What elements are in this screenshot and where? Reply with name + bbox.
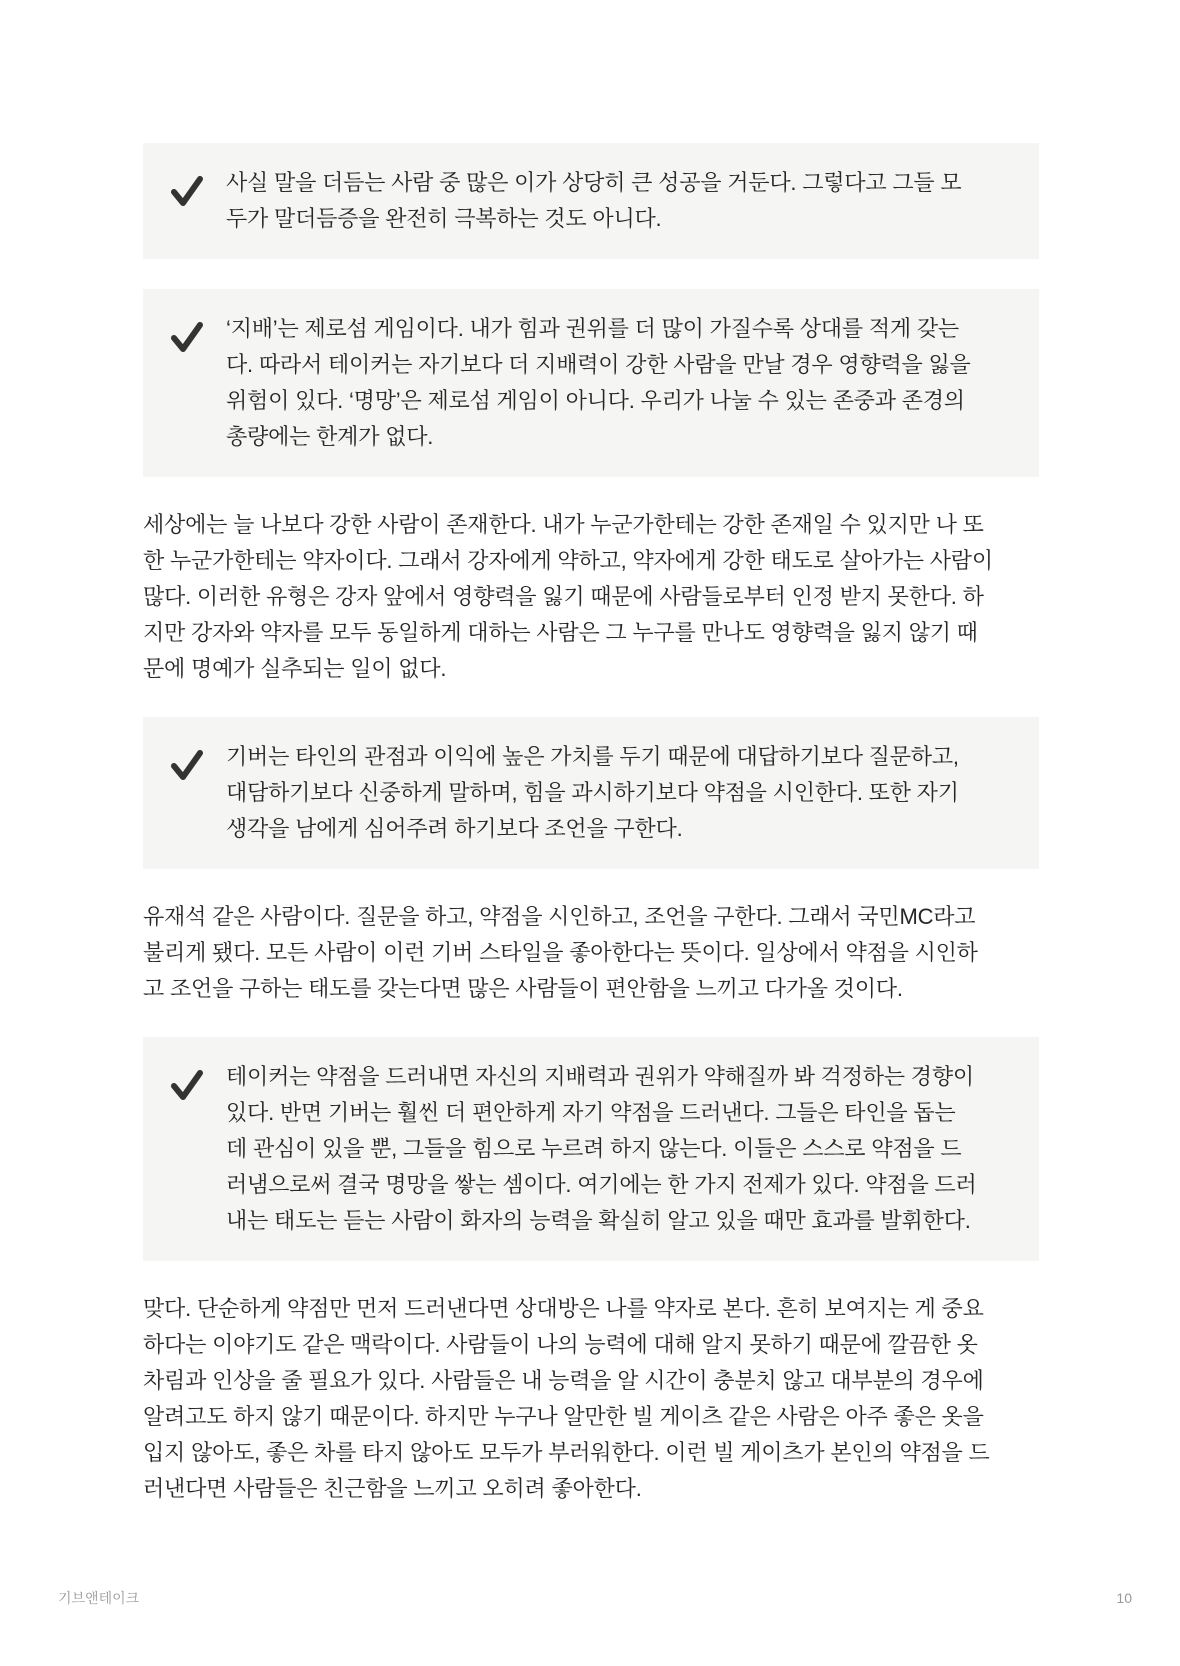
text-line: 위험이 있다. ‘명망’은 제로섬 게임이 아니다. 우리가 나눌 수 있는 존중과 존경의 [226,388,965,413]
callout-text [226,311,1015,455]
page-number: 10 [1116,1590,1132,1606]
text-line: 불리게 됐다. 모든 사람이 이런 기버 스타일을 좋아한다는 뜻이다. 일상에서 약점을 시인하 [143,940,978,965]
text-line: 사실 말을 더듬는 사람 중 많은 이가 상당히 큰 성공을 거둔다. 그렇다고 그들 모 [226,170,962,195]
text-line: ‘지배’는 제로섬 게임이다. 내가 힘과 권위를 더 많이 가질수록 상대를 적게 갖는 [226,316,959,341]
callout-text [226,1059,1015,1239]
text-line: 생각을 남에게 심어주려 하기보다 조언을 구한다. [226,816,683,841]
text-line: 고 조언을 구하는 태도를 갖는다면 많은 사람들이 편안함을 느끼고 다가올 것이다. [143,976,903,1001]
checkmark-icon [169,173,205,209]
text-line: 있다. 반면 기버는 훨씬 더 편안하게 자기 약점을 드러낸다. 그들은 타인을 돕는 [226,1100,956,1125]
body-paragraph [143,507,1039,687]
callout-box [143,289,1039,477]
text-line: 한 누군가한테는 약자이다. 그래서 강자에게 약하고, 약자에게 강한 태도로 살아가는 사람이 [143,548,993,573]
text-line: 기버는 타인의 관점과 이익에 높은 가치를 두기 때문에 대답하기보다 질문하고, [226,744,959,769]
text-line: 차림과 인상을 줄 필요가 있다. 사람들은 내 능력을 알 시간이 충분치 않고 대부분의 경우에 [143,1368,984,1393]
callout-box [143,143,1039,259]
text-line: 맞다. 단순하게 약점만 먼저 드러낸다면 상대방은 나를 약자로 본다. 흔히 보여지는 게 중요 [143,1296,984,1321]
text-line: 데 관심이 있을 뿐, 그들을 힘으로 누르려 하지 않는다. 이들은 스스로 약점을 드 [226,1136,962,1161]
text-line: 러낸다면 사람들은 친근함을 느끼고 오히려 좋아한다. [143,1476,642,1501]
text-line: 입지 않아도, 좋은 차를 타지 않아도 모두가 부러워한다. 이런 빌 게이츠가 본인의 약점을 드 [143,1440,990,1465]
footer-book-title: 기브앤테이크 [58,1590,140,1606]
callout-text [226,739,1015,847]
text-line: 러냄으로써 결국 명망을 쌓는 셈이다. 여기에는 한 가지 전제가 있다. 약점을 드러 [226,1172,977,1197]
text-line: 대담하기보다 신중하게 말하며, 힘을 과시하기보다 약점을 시인한다. 또한 자기 [226,780,959,805]
text-line: 하다는 이야기도 같은 맥락이다. 사람들이 나의 능력에 대해 알지 못하기 때문에 깔끔한 옷 [143,1332,978,1357]
text-line: 테이커는 약점을 드러내면 자신의 지배력과 권위가 약해질까 봐 걱정하는 경향이 [226,1064,974,1089]
callout-box [143,1037,1039,1261]
text-line: 총량에는 한계가 없다. [226,424,434,449]
body-paragraph [143,899,1039,1007]
text-line: 지만 강자와 약자를 모두 동일하게 대하는 사람은 그 누구를 만나도 영향력을 잃지 않기 때 [143,620,978,645]
callout-box [143,717,1039,869]
checkmark-icon [169,747,205,783]
text-line: 세상에는 늘 나보다 강한 사람이 존재한다. 내가 누군가한테는 강한 존재일 수 있지만 나 또 [143,512,984,537]
callout-text [226,165,1015,237]
text-line: 문에 명예가 실추되는 일이 없다. [143,656,447,681]
checkmark-icon [169,1067,205,1103]
body-paragraph [143,1291,1039,1507]
text-line: 알려고도 하지 않기 때문이다. 하지만 누구나 알만한 빌 게이츠 같은 사람은 아주 좋은 옷을 [143,1404,984,1429]
text-line: 유재석 같은 사람이다. 질문을 하고, 약점을 시인하고, 조언을 구한다. 그래서 국민MC라고 [143,904,976,929]
text-line: 내는 태도는 듣는 사람이 화자의 능력을 확실히 알고 있을 때만 효과를 발휘한다. [226,1208,971,1233]
text-line: 다. 따라서 테이커는 자기보다 더 지배력이 강한 사람을 만날 경우 영향력을 잃을 [226,352,971,377]
page-content [143,143,1039,1537]
text-line: 두가 말더듬증을 완전히 극복하는 것도 아니다. [226,206,662,231]
checkmark-icon [169,319,205,355]
text-line: 많다. 이러한 유형은 강자 앞에서 영향력을 잃기 때문에 사람들로부터 인정 받지 못한다. 하 [143,584,984,609]
